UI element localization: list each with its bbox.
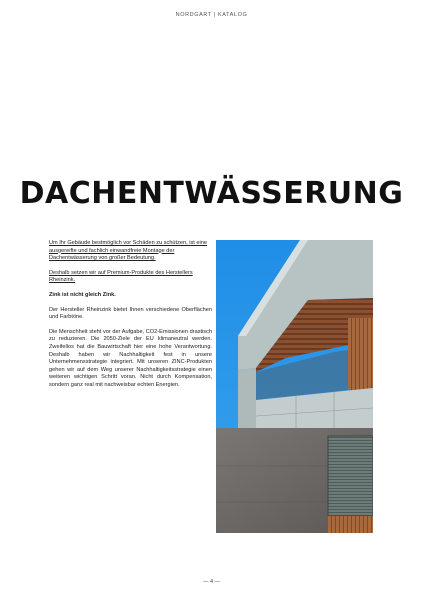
page-title: DACHENTWÄSSERUNG xyxy=(19,176,404,211)
intro-paragraph-1: Um Ihr Gebäude bestmöglich vor Schäden zu schützen, ist eine ausgereifte und fachlich einwandfreie Montage der Dachentwässerung von großer Bedeutung. xyxy=(49,240,207,262)
intro-paragraph-2: Deshalb setzen wir auf Premium-Produkte des Herstellers Rheinzink. xyxy=(49,269,193,284)
section-subheading: Zink ist nicht gleich Zink. xyxy=(49,291,116,298)
facade-panels xyxy=(238,368,256,432)
page-number: — 4 — xyxy=(202,579,221,585)
window xyxy=(328,436,373,516)
wood-wall xyxy=(348,318,373,390)
text-column xyxy=(49,240,212,397)
body-paragraph-2: Die Menschheit steht vor der Aufgabe, CO2-Emissionen drastisch zu reduzieren. Die 2050-Ziele der EU klimaneutral werden. Zweifellos hat die Bauwirtschaft hier eine hohe Verantwortung. Deshalb haben wir Nachhaltigkeit fest in unsere Unternehmensstrategie integriert. Mit unseren ZINC-Produkten gehen wir auf dem Weg unserer Nachhaltigkeitsstrategie einen weiteren wichtigen Schritt voran. Nicht durch Kompensation, sondern ganz real mit nachweisbar echten Energien. xyxy=(49,328,212,388)
modern-house-photo xyxy=(216,240,373,533)
running-header: NORDGART | KATALOG xyxy=(175,12,248,18)
body-paragraph-1: Der Hersteller Rheinzink bietet Ihnen verschiedene Oberflächen und Farbtöne. xyxy=(49,306,212,321)
